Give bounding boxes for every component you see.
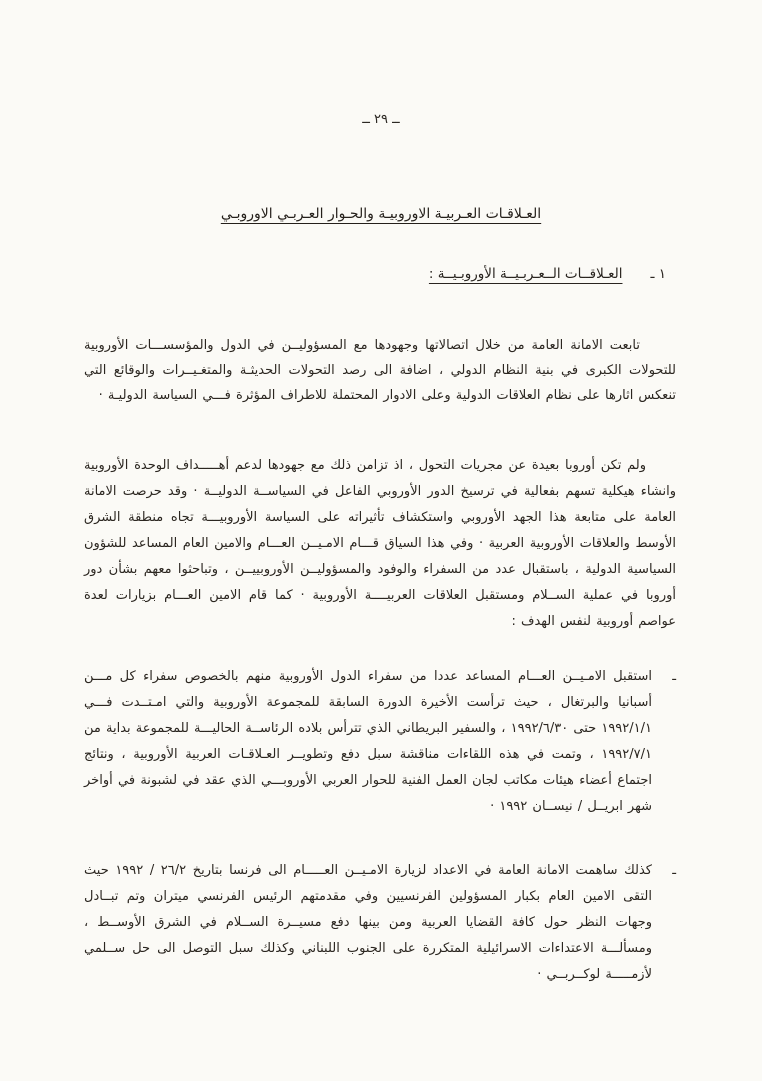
bullet-item-1 — [84, 664, 676, 820]
bullet-text-2: كذلك ساهمت الامانة العامة في الاعداد لزيارة الامـيــن العـــــام الى فرنسا بتاريخ ٢٦/٢ / ١٩٩٢ حيث التقى الامين العام بكبار المسؤولين الفرنسيين وفي مقدمتهم الرئيس الفرنسي ميتران وتم تبــادل وجهات النظر حول كافة القضايا العربية ومن بينها دفع مسيــرة الســلام في الشرق الأوســط ، ومسألـــة الاعتداءات الاسرائيلية المتكررة على الجنوب اللبناني وكذلك سبل التوصل الى حل ســلمي لأزمـــــة لوكــربــي · — [84, 863, 652, 982]
dash-marker: ـ — [672, 863, 676, 878]
paragraph-1: تابعت الامانة العامة من خلال اتصالاتها وجهودها مع المسؤوليــن في الدول والمؤسســـات الأوروبية للتحولات الكبرى في بنية النظام الدولي ، اضافة الى رصد التحولات الحديثـة والمتغـيــرات والوقائع التي تنعكس اثارها على نظام العلاقات الدولية وعلى الادوار المحتملة للاطراف المؤثرة فـــي السياسة الدوليـة · — [84, 338, 676, 403]
section-title: العـلاقــات الــعـربـيــة الأوروبـيــة : — [428, 266, 623, 282]
paragraph-2: ولم تكن أوروبا بعيدة عن مجريات التحول ، اذ تزامن ذلك مع جهودها لدعم أهـــــداف الوحدة الأوروبية وانشاء هيكلية تسهم بفعالية في ترسيخ الدور الأوروبي الفاعل في السياســة الدوليــة · وقد حرصت الامانة العامة على متابعة هذا الجهد الأوروبي واستكشاف تأثيراته على السياسة الأوروبيـــة تجاه منطقة الشرق الأوسط والعلاقات الأوروبية العربية · وفي هذا السياق قـــام الامـيــن العـــام والامين العام المساعد للشؤون السياسية الدولية ، باستقبال عدد من السفراء والوفود والمسؤوليــن الأوروبييــن ، وتباحثوا معهم بشأن دور أوروبا في عملية الســلام ومستقبل العلاقات العربيــــة الأوروبية · كما قام الامين العـــام بزيارات لعدة عواصم أوروبية لنفس الهدف : — [84, 458, 676, 629]
section-number: ١ ـ — [650, 266, 666, 282]
bullet-item-2 — [84, 858, 676, 988]
document-title: العـلاقـات العـربيـة الاوروبيـة والحـوار العـربـي الاوروبـي — [220, 206, 542, 222]
section-heading-row — [429, 266, 666, 282]
dash-marker: ـ — [672, 669, 676, 684]
page-number: ــ ٢٩ ــ — [362, 112, 400, 127]
bullet-text-1: استقبل الامـيــن العـــام المساعد عددا من سفراء الدول الأوروبية منهم بالخصوص سفراء كل مـــن أسبانيا والبرتغال ، حيث ترأست الأخيرة الدورة السابقة للمجموعة الأوروبية والتي امـتــدت فـــي ١٩٩٢/١/١ حتى ١٩٩٢/٦/٣٠ ، والسفير البريطاني الذي تترأس بلاده الرئاســة الحاليـــة للمجموعة بداية من ١٩٩٢/٧/١ ، وتمت في هذه اللقاءات مناقشة سبل دفع وتطويــر العـلاقـات العربية الأوروبية ، ونتائج اجتماع أعضاء هيئات مكاتب لجان العمل الفنية للحوار العربي الأوروبـــي الذي عقد في لشبونة في أواخر شهر ابريــل / نيســان ١٩٩٢ · — [84, 669, 652, 814]
